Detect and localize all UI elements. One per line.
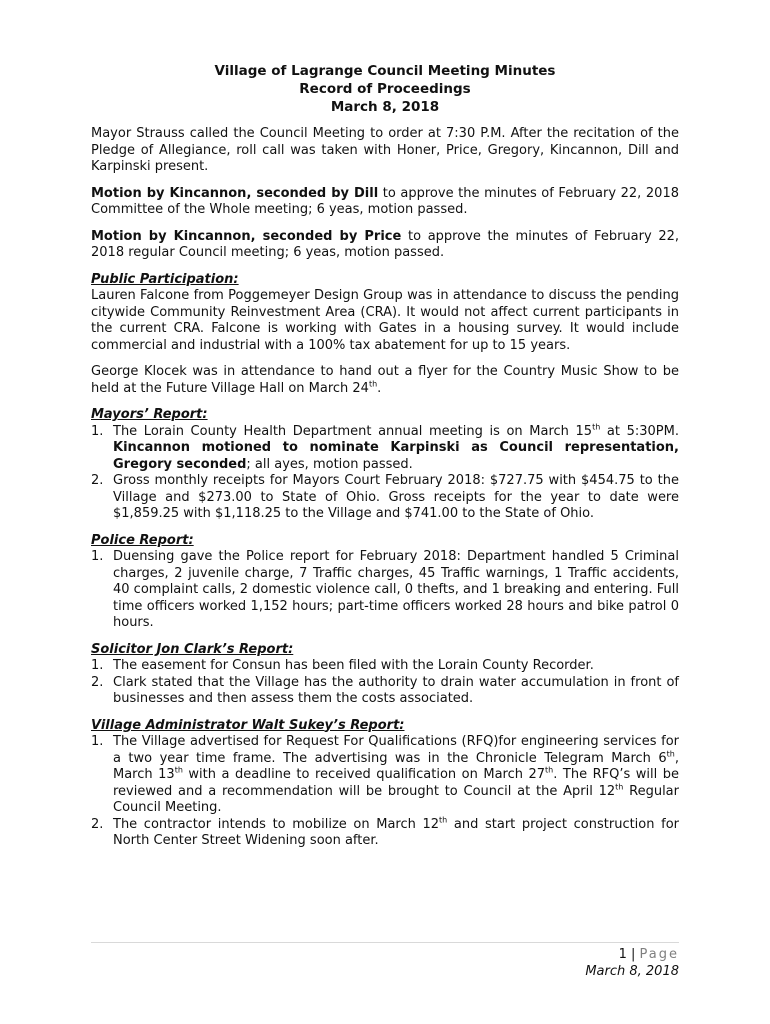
item-text: , March 13 — [113, 750, 679, 782]
page-number: 1 — [618, 947, 627, 962]
item-text: . The RFQ’s will be reviewed and a recommendation will be brought to Council at the April 12 — [113, 767, 679, 799]
item-text: The easement for Consun has been filed with the Lorain County Recorder. — [113, 658, 594, 673]
item-number: 2. — [91, 674, 104, 690]
item-text: The Village advertised for Request For Qualifications (RFQ)for engineering services for a two year time frame. The advertising was in the Chronicle Telegram March 6 — [113, 734, 679, 766]
public-p2-text: George Klocek was in attendance to hand out a flyer for the Country Music Show to be held at the Future Village Hall on March 24 — [91, 364, 679, 396]
police-report-list — [91, 549, 679, 632]
page-footer — [91, 942, 679, 980]
public-paragraph-2 — [91, 364, 679, 397]
motion-2-text: to approve the minutes of February 22, 2018 regular Council meeting; 6 yeas, motion passed. — [91, 228, 680, 260]
page-separator: | — [626, 947, 640, 962]
page-number-line — [91, 946, 679, 963]
list-item — [91, 424, 679, 474]
motion-1-bold: Motion by Kincannon, seconded by Dill — [91, 185, 379, 201]
document-page — [91, 62, 679, 860]
public-paragraph-1: Lauren Falcone from Poggemeyer Design Group was in attendance to discuss the pending citywide Community Reinvestment Area (CRA). It would not affect current participants in the current CRA. Falcone is working with Gates in a housing survey. It would include commercial and industrial with a 100% tax abatement for up to 15 years. — [91, 288, 679, 353]
list-item — [91, 734, 679, 817]
mayors-report-list — [91, 424, 679, 523]
motion-1 — [91, 186, 679, 219]
item-text: The contractor intends to mobilize on March 12 — [113, 816, 440, 832]
public-participation-heading: Public Participation: — [91, 271, 239, 287]
item-text: Duensing gave the Police report for February 2018: Department handled 5 Criminal charges, 2 juvenile charge, 7 Traffic charges, 45 Traffic warnings, 1 Traffic accidents, 40 complaint calls, 2 domestic violence call, 0 thefts, and 1 breaking and entering. Full time officers worked 1,152 hours; part-time officers worked 28 hours and bike patrol 0 hours. — [113, 549, 679, 630]
item-number: 2. — [91, 473, 104, 488]
item-number: 1. — [91, 734, 104, 749]
list-item — [91, 817, 679, 850]
title-line-2: Record of Proceedings — [299, 81, 471, 97]
item-sup: th — [439, 815, 448, 825]
item-text: with a deadline to received qualification on March 27 — [182, 767, 546, 782]
item-text: ; all ayes, motion passed. — [246, 456, 413, 472]
item-text: The Lorain County Health Department annual meeting is on March 15 — [113, 423, 593, 439]
public-p2-sup: th — [368, 379, 378, 389]
item-sup: th — [615, 782, 624, 792]
item-sup: th — [545, 765, 554, 775]
intro-paragraph: Mayor Strauss called the Council Meeting to order at 7:30 P.M. After the recitation of the Pledge of Allegiance, roll call was taken with Honer, Price, Gregory, Kincannon, Dill and Karpinski present. — [91, 126, 679, 174]
mayors-report-heading: Mayors’ Report: — [91, 407, 208, 422]
footer-date: March 8, 2018 — [585, 964, 679, 979]
administrator-report-list — [91, 734, 679, 850]
list-item — [91, 658, 679, 675]
item-number: 1. — [91, 658, 104, 673]
item-sup: th — [592, 422, 601, 432]
title-line-3: March 8, 2018 — [330, 99, 440, 115]
item-bold-text: Kincannon motioned to nominate Karpinski as Council representation, Gregory seconded — [113, 440, 679, 472]
list-item — [91, 549, 679, 632]
item-text: Clark stated that the Village has the authority to drain water accumulation in front of businesses and then assess them the costs associated. — [113, 674, 679, 706]
title-line-1: Village of Lagrange Council Meeting Minutes — [214, 63, 556, 79]
page-word: Page — [639, 947, 679, 962]
list-item — [91, 473, 679, 523]
item-sup: th — [174, 765, 183, 775]
motion-2-bold: Motion by Kincannon, seconded by Price — [91, 228, 402, 244]
item-sup: th — [666, 749, 675, 759]
solicitor-report-list — [91, 658, 679, 708]
item-number: 1. — [91, 423, 104, 439]
item-number: 2. — [91, 816, 104, 832]
item-text: at 5:30PM. — [600, 423, 679, 439]
police-report-heading: Police Report: — [91, 532, 194, 548]
motion-1-text: to approve the minutes of February 22, 2018 Committee of the Whole meeting; 6 yeas, motion passed. — [91, 185, 679, 217]
item-text: Gross monthly receipts for Mayors Court February 2018: $727.75 with $454.75 to the Village and $273.00 to State of Ohio. Gross receipts for the year to date were $1,859.25 with $1,118.25 to the Village and $741.00 to the State of Ohio. — [113, 473, 679, 521]
solicitor-report-heading: Solicitor Jon Clark’s Report: — [91, 641, 294, 657]
list-item — [91, 675, 679, 708]
public-p2-end: . — [377, 380, 382, 396]
document-title — [91, 62, 679, 116]
motion-2 — [91, 229, 679, 262]
item-number: 1. — [91, 549, 104, 564]
item-text: and start project construction for North Center Street Widening soon after. — [113, 816, 679, 848]
administrator-report-heading: Village Administrator Walt Sukey’s Report: — [91, 717, 405, 733]
item-text: Regular Council Meeting. — [113, 783, 679, 815]
